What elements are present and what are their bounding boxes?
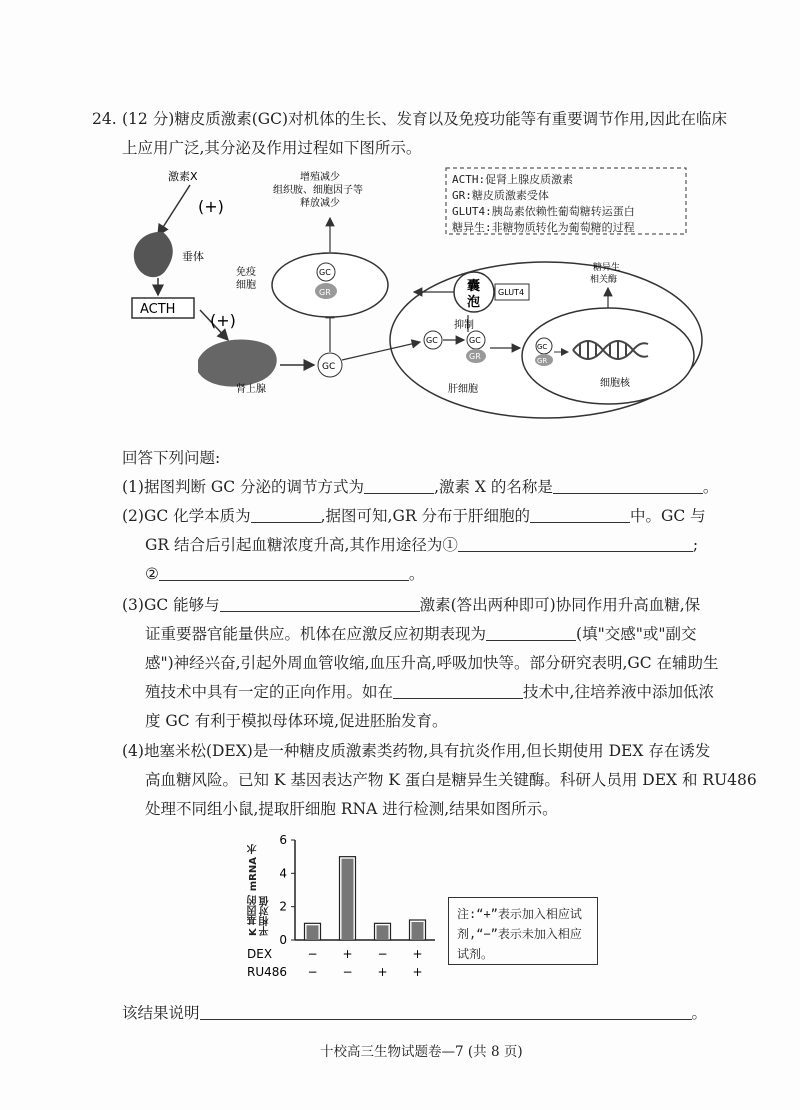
glut4-label: GLUT4 [498, 288, 525, 297]
q3-line1 [122, 594, 700, 616]
immune-gc-label: GC [319, 268, 331, 277]
q2-text-c: 中。GC 与 [629, 507, 706, 525]
immune-effect-line3: 释放减少 [300, 198, 340, 209]
chart-ru486-sign: + [377, 965, 388, 979]
adrenal-shape [198, 340, 277, 387]
pituitary-shape [134, 232, 173, 277]
plus-sign-2: (+) [210, 311, 236, 330]
immune-gr-label: GR [319, 288, 331, 297]
acth-box-label: ACTH [140, 302, 176, 317]
chart-bar-fill [307, 925, 319, 940]
chart-ru486-sign: − [307, 965, 318, 979]
q2-text-a: (2)GC 化学本质为 [122, 507, 251, 525]
gluconeo-enzyme-line2: 相关酶 [590, 275, 618, 285]
question-number: 24. [92, 110, 117, 128]
page-footer: 十校高三生物试题卷—7 (共 8 页) [320, 1044, 523, 1060]
answer-prompt: 回答下列问题: [122, 449, 221, 467]
q3-blank-3[interactable] [393, 682, 523, 699]
adrenal-label: 肾上腺 [236, 384, 266, 395]
chart-note: 注:“+”表示加入相应试剂,“−”表示未加入相应试剂。 [457, 907, 582, 961]
q2-blank-2[interactable] [530, 506, 630, 523]
immune-effect-line2: 组织胺、细胞因子等 [273, 185, 363, 196]
q1-text-a: (1)据图判断 GC 分泌的调节方式为 [122, 478, 365, 496]
q3-line3: 感")神经兴奋,引起外周血管收缩,血压升高,呼吸加快等。部分研究表明,GC 在辅助生 [145, 654, 719, 672]
inhibit-label: 抑制 [454, 320, 474, 331]
liver-cell-label: 肝细胞 [448, 384, 478, 395]
q2-text-line3: ② [145, 565, 159, 583]
gluconeo-enzyme-line1: 糖异生 [593, 263, 621, 273]
q3-text-line2-b: (填"交感"或"副交 [576, 625, 697, 643]
q2-line1 [122, 505, 706, 527]
chart-y-tick-label: 0 [279, 933, 287, 947]
q2-text-line2: GR 结合后引起血糖浓度升高,其作用途径为① [145, 536, 458, 554]
q1-text-b: ,激素 X 的名称是 [434, 478, 553, 496]
diagram-legend [452, 172, 688, 236]
conclusion-text-a: 该结果说明 [122, 1004, 200, 1022]
q3-blank-1[interactable] [220, 595, 420, 612]
chart-note-box [448, 897, 598, 965]
conclusion-text-b: 。 [691, 1004, 708, 1022]
q3-text-line2-a: 证重要器官能量供应。机体在应激反应初期表现为 [145, 625, 487, 643]
question-intro-line2: 上应用广泛,其分泌及作用过程如下图所示。 [122, 139, 422, 157]
q2-line2 [145, 534, 698, 556]
q3-line5: 度 GC 有利于模拟母体环境,促进胚胎发育。 [145, 712, 448, 730]
nucleus-gr-label: GR [537, 357, 548, 365]
q3-text-b: 激素(答出两种即可)协同作用升高血糖,保 [419, 596, 701, 614]
q4-line2: 高血糖风险。已知 K 基因表达产物 K 蛋白是糖异生关键酶。科研人员用 DEX 和 RU486 [145, 771, 757, 789]
chart-ylabel: K 基因的 mRNA 水平相对值 [248, 843, 271, 936]
q3-text-line4-a: 殖技术中具有一定的正向作用。如在 [145, 683, 394, 701]
liver-gc-bound-label: GC [469, 336, 481, 345]
legend-gluconeogenesis: 糖异生:非糖物质转化为葡萄糖的过程 [452, 221, 635, 234]
immune-cell-label-1: 免疫 [236, 267, 256, 278]
chart-y-tick-label: 4 [279, 866, 287, 881]
q1-blank-1[interactable] [364, 477, 434, 494]
chart-ru486-sign: + [412, 965, 423, 979]
q2-text-b: ,据图可知,GR 分布于肝细胞的 [320, 507, 530, 525]
q2-line3 [145, 563, 424, 585]
conclusion-blank[interactable] [200, 1003, 692, 1020]
chart-ru486-sign: − [342, 965, 353, 979]
vesicle-label-1: 囊 [467, 279, 481, 294]
q3-line4 [145, 681, 714, 703]
chart-row-label-dex: DEX [247, 947, 273, 961]
chart-y-tick-label: 6 [279, 833, 287, 847]
chart-bar-fill [412, 922, 424, 940]
immune-effect-line1: 增殖减少 [300, 172, 340, 183]
legend-gr: GR:糖皮质激素受体 [452, 189, 549, 202]
q3-line2 [145, 623, 696, 645]
q2-blank-4[interactable] [159, 564, 409, 581]
immune-cell-label-2: 细胞 [236, 280, 256, 291]
pituitary-label: 垂体 [182, 250, 204, 263]
chart-y-tick-label: 2 [279, 899, 287, 914]
q1-text-c: 。 [702, 478, 719, 496]
q3-text-a: (3)GC 能够与 [122, 596, 220, 614]
gc-molecule-label: GC [322, 362, 336, 372]
chart-dex-sign: − [377, 947, 388, 961]
chart-bar-fill [377, 925, 389, 940]
liver-gc-label: GC [426, 336, 438, 345]
chart-row-label-ru486: RU486 [247, 965, 288, 979]
chart-dex-sign: − [307, 947, 318, 961]
q3-text-line4-b: 技术中,往培养液中添加低浓 [523, 683, 714, 701]
nucleus-label: 细胞核 [600, 378, 630, 389]
chart-bar-fill [342, 859, 354, 940]
plus-sign-1: (+) [198, 197, 224, 216]
liver-gr-label: GR [469, 352, 481, 361]
q2-blank-1[interactable] [251, 506, 321, 523]
q1-line [122, 476, 718, 498]
q4-line3: 处理不同组小鼠,提取肝细胞 RNA 进行检测,结果如图所示。 [145, 800, 558, 818]
nucleus-gc-label: GC [537, 343, 548, 351]
vesicle-label-2: 泡 [467, 295, 481, 310]
q3-blank-2[interactable] [486, 624, 576, 641]
hormone-x-label: 激素X [168, 170, 198, 183]
question-intro-line1: (12 分)糖皮质激素(GC)对机体的生长、发育以及免疫功能等有重要调节作用,因此在临床 [122, 110, 728, 128]
q2-text-line2-end: ; [692, 536, 699, 554]
q1-blank-2[interactable] [553, 477, 703, 494]
conclusion-line [122, 1002, 707, 1024]
legend-glut4: GLUT4:胰岛素依赖性葡萄糖转运蛋白 [452, 205, 635, 218]
q2-text-line3-end: 。 [408, 565, 425, 583]
chart-dex-sign: + [412, 947, 423, 961]
q2-blank-3[interactable] [458, 535, 693, 552]
legend-acth: ACTH:促肾上腺皮质激素 [452, 173, 574, 186]
q4-line1: (4)地塞米松(DEX)是一种糖皮质激素类药物,具有抗炎作用,但长期使用 DEX 存在诱发 [122, 742, 711, 760]
chart-dex-sign: + [342, 947, 353, 961]
